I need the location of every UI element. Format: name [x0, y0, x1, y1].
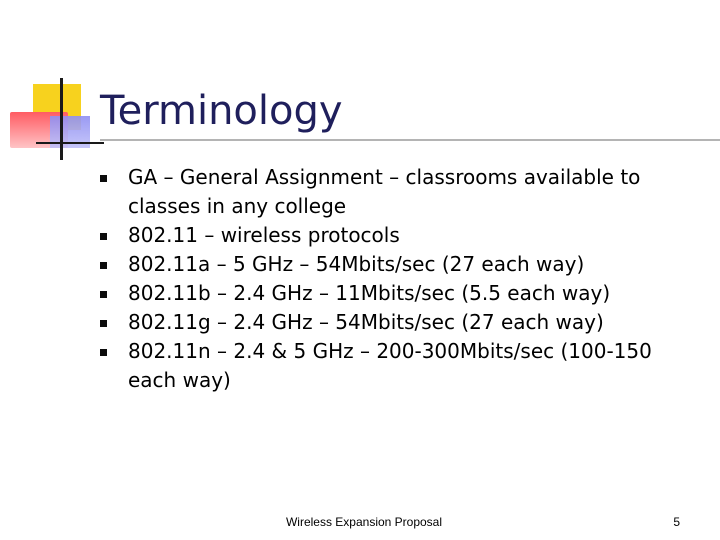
bullet-item: [100, 308, 690, 337]
square-bullet-icon: [100, 320, 107, 327]
bullet-text: 802.11g – 2.4 GHz – 54Mbits/sec (27 each way): [128, 310, 604, 334]
logo-horizontal-line: [36, 142, 104, 144]
bullet-list: [100, 163, 690, 395]
square-bullet-icon: [100, 233, 107, 240]
square-bullet-icon: [100, 291, 107, 298]
footer-title: Wireless Expansion Proposal: [285, 515, 443, 529]
bullet-item: [100, 221, 690, 250]
logo-vertical-line: [60, 78, 63, 160]
bullet-text: GA – General Assignment – classrooms available to classes in any college: [128, 165, 641, 218]
bullet-text: 802.11n – 2.4 & 5 GHz – 200-300Mbits/sec (100-150 each way): [128, 339, 652, 392]
bullet-text: 802.11a – 5 GHz – 54Mbits/sec (27 each way): [128, 252, 585, 276]
slide-title: Terminology: [100, 88, 343, 134]
bullet-item: [100, 163, 690, 221]
page-number: 5: [673, 515, 680, 529]
bullet-item: [100, 337, 690, 395]
square-bullet-icon: [100, 175, 107, 182]
bullet-item: [100, 279, 690, 308]
square-bullet-icon: [100, 262, 107, 269]
bullet-text: 802.11 – wireless protocols: [128, 223, 400, 247]
bullet-text: 802.11b – 2.4 GHz – 11Mbits/sec (5.5 each way): [128, 281, 611, 305]
bullet-item: [100, 250, 690, 279]
title-divider: [100, 139, 720, 141]
square-bullet-icon: [100, 349, 107, 356]
